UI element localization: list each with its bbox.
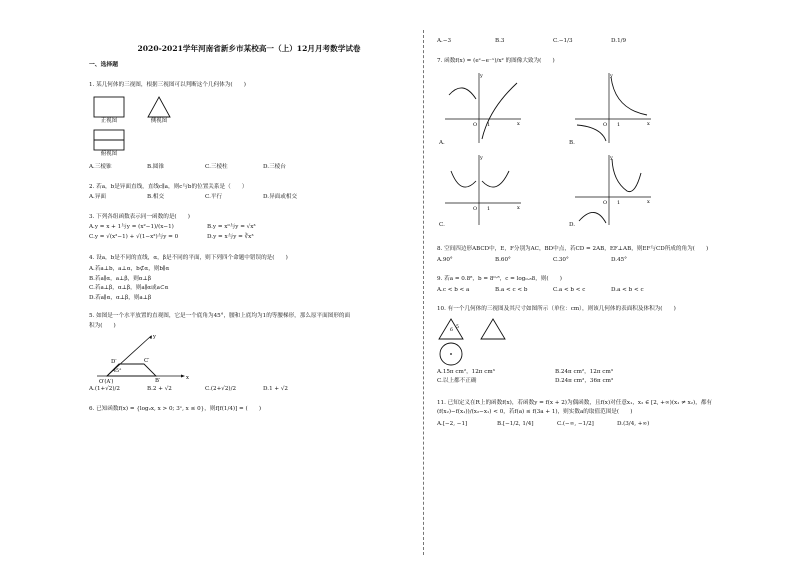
- top-view: [93, 129, 125, 158]
- q7d-o: O: [603, 200, 608, 207]
- front-view-label: 正视图: [100, 117, 118, 124]
- q4-option-c: C.若a⊥β，α⊥β，则a∥α或a⊂α: [89, 285, 169, 292]
- q7b-one: 1: [617, 122, 621, 129]
- q10-option-a: A.15π cm²，12π cm³: [437, 368, 495, 375]
- q1-option-c: C.三棱柱: [205, 164, 228, 171]
- q5-label-angle: 45°: [113, 369, 122, 375]
- q3-option-a: A.y = x + 1与y = (x²−1)/(x−1): [89, 224, 174, 231]
- q9-options: [437, 287, 767, 295]
- q5-label-c: C′: [144, 358, 150, 365]
- q1-three-views: [93, 96, 409, 125]
- q5-label-d: D′: [111, 359, 117, 366]
- q7-graph-c: [437, 151, 567, 233]
- q10-option-c: C.以上都不正确: [437, 378, 477, 385]
- q7a-o: O: [473, 122, 478, 129]
- q5-label-x: x: [186, 375, 189, 382]
- q10-options: [437, 369, 697, 388]
- exam-title: 2020-2021学年河南省新乡市某校高一（上）12月月考数学试卷: [137, 44, 361, 53]
- q7b-x: x: [647, 121, 650, 128]
- q10-stem: 10. 有一个几何体的三视图及其尺寸如图所示（单位：cm），则该几何体的表面积及体积为( ): [437, 306, 676, 313]
- q7-label-b: B.: [569, 139, 575, 146]
- q2-option-b: B.相交: [147, 194, 165, 201]
- top-view-rect: [93, 129, 125, 151]
- front-view-rect: [93, 96, 125, 118]
- q9-stem: 9. 若a = 0.8⁸，b = 8⁰·⁸，c = log₀.₈8，则( ): [437, 276, 562, 283]
- q7-label-a: A.: [439, 139, 445, 146]
- left-column: [89, 38, 409, 416]
- q7a-one: 1: [487, 122, 491, 129]
- q2-options: [89, 194, 409, 202]
- q1-option-a: A.三棱锥: [89, 164, 112, 171]
- q6-option-d: D.1/9: [611, 38, 627, 44]
- q11-options: [437, 421, 767, 429]
- q6-option-a: A.−3: [437, 38, 452, 44]
- q11-stem-line1: 11. 已知定义在R上的函数f(x)，若函数y = f(x + 2)为偶函数，且f(x)对任意x₁，x₂ ∈ [2, +∞)(x₁ ≠ x₂)，都有: [437, 399, 713, 406]
- q7-stem: 7. 函数f(x) = (eˣ−e⁻ˣ)/x² 的图像大致为( ): [437, 57, 555, 64]
- q8-options: [437, 257, 767, 265]
- q5-label-b: B′: [155, 378, 161, 385]
- side-view: [147, 96, 171, 125]
- q3-options: [89, 224, 349, 243]
- q7-label-c: C.: [439, 221, 445, 228]
- right-column: [437, 38, 767, 432]
- q11-option-d: D.(3/4, +∞): [617, 421, 650, 428]
- q11-option-c: C.(−∞, −1/2]: [557, 421, 594, 428]
- q2-option-a: A.异面: [89, 194, 107, 201]
- q10-dim-slant: 5: [456, 324, 459, 330]
- q7b-y: y: [610, 73, 613, 80]
- q7d-one: 1: [617, 200, 621, 207]
- section-heading: 一、选择题: [89, 62, 118, 69]
- q1-options: [89, 164, 409, 172]
- q7d-y: y: [610, 155, 613, 162]
- q5-label-o: O′(A′): [99, 379, 114, 385]
- front-view: [93, 96, 125, 125]
- q8-stem: 8. 空间四边形ABCD中，E，F分别为AC，BD中点，若CD = 2AB，EF⊥AB，则EF与CD所成的角为( ): [437, 246, 709, 253]
- q7c-o: O: [473, 206, 478, 213]
- q7-graph-b: [567, 69, 697, 151]
- q6-option-c: C.−1/3: [553, 38, 573, 44]
- q8-option-a: A.90°: [437, 256, 453, 263]
- q9-option-a: A.c < b < a: [437, 286, 470, 293]
- q7a-y: y: [480, 73, 483, 80]
- q4-option-a: A.若a⊥b，a⊥α，b⊄α，则b∥α: [89, 266, 170, 273]
- q3-option-d: D.y = x与y = ∛x³: [207, 233, 254, 240]
- q7a-x: x: [517, 121, 520, 128]
- q5-option-b: B.2 + √2: [147, 386, 172, 393]
- q1-stem: 1. 某几何体的三视图，根据三视图可以判断这个几何体为( ): [89, 82, 246, 89]
- q10-three-views: [437, 317, 517, 367]
- q11-option-b: B.[−1/2, 1/4]: [497, 421, 534, 428]
- q5-trapezoid-figure: [89, 332, 199, 384]
- q11-option-a: A.[−2, −1]: [437, 421, 468, 428]
- q5-option-c: C.(2+√2)/2: [205, 386, 237, 393]
- q3-stem: 3. 下列各组函数表示同一函数的是( ): [89, 213, 190, 220]
- q6-options: [437, 38, 767, 46]
- q9-option-b: B.a < c < b: [495, 286, 528, 293]
- q5-option-d: D.1 + √2: [263, 386, 288, 393]
- q8-option-d: D.45°: [611, 256, 627, 263]
- q7-graphs: [437, 69, 697, 233]
- q4-option-d: D.若a∥α，α⊥β，则a⊥β: [89, 294, 152, 301]
- q5-stem-line1: 5. 如图是一个水平放置的直观图，它是一个底角为45°，腰和上底均为1的等腰梯形，那么原平面图形的面: [89, 313, 351, 320]
- q8-option-b: B.60°: [495, 256, 511, 263]
- q7-graph-a: [437, 69, 567, 151]
- top-view-label: 俯视图: [100, 150, 118, 157]
- q5-stem-line2: 积为( ): [89, 322, 116, 329]
- q7b-o: O: [603, 122, 608, 129]
- q5-label-y: y: [153, 334, 156, 341]
- q6-option-b: B.3: [495, 38, 505, 44]
- q4-option-b: B.若a∥α，a⊥β，则α⊥β: [89, 275, 152, 282]
- q3-option-b: B.y = x⁰与y = √x³: [207, 224, 256, 231]
- q7c-y: y: [480, 155, 483, 162]
- q10-dim-height: 6: [450, 327, 453, 333]
- q10-option-b: B.24π cm²，12π cm³: [555, 368, 613, 375]
- q3-option-c: C.y = √(x²−1) + √(1−x²)与y = 0: [89, 233, 179, 240]
- q7-label-d: D.: [569, 221, 576, 228]
- q10-side-triangle: [481, 319, 505, 339]
- q6-stem: 6. 已知函数f(x) = {log₂x, x > 0; 3ˣ, x ≤ 0}，则f[f(1/4)] = ( ): [89, 405, 262, 412]
- q10-option-d: D.24π cm²，36π cm³: [555, 378, 614, 385]
- q9-option-c: C.a < b < c: [553, 286, 586, 293]
- q8-option-c: C.30°: [553, 256, 569, 263]
- q7d-x: x: [647, 199, 650, 206]
- q2-option-d: D.异面或相交: [263, 194, 298, 201]
- q2-stem: 2. 若a，b是异面直线，直线c∥a，则c与b的位置关系是（ ）: [89, 183, 248, 190]
- q11-stem-line2: (f(x₂)−f(x₁))/(x₂−x₁) < 0，若f(a) ≤ f(3a + 1)，则实数a的取值范围是( ): [437, 409, 633, 416]
- q9-option-d: D.a < b < c: [611, 286, 644, 293]
- side-view-label: 侧视图: [150, 117, 168, 124]
- side-view-triangle: [147, 96, 171, 118]
- q7c-one: 1: [487, 206, 491, 213]
- q4-stem: 4. 设a，b是不同的直线，α，β是不同的平面，则下列四个命题中错误的是( ): [89, 255, 288, 262]
- column-divider: [423, 30, 424, 555]
- q1-option-b: B.圆锥: [147, 164, 165, 171]
- q5-options: [89, 386, 409, 394]
- q5-option-a: A.(1+√2)/2: [89, 386, 120, 393]
- q2-option-c: C.平行: [205, 194, 223, 201]
- q1-option-d: D.三棱台: [263, 164, 286, 171]
- q7-graph-d: [567, 151, 697, 233]
- q7c-x: x: [517, 205, 520, 212]
